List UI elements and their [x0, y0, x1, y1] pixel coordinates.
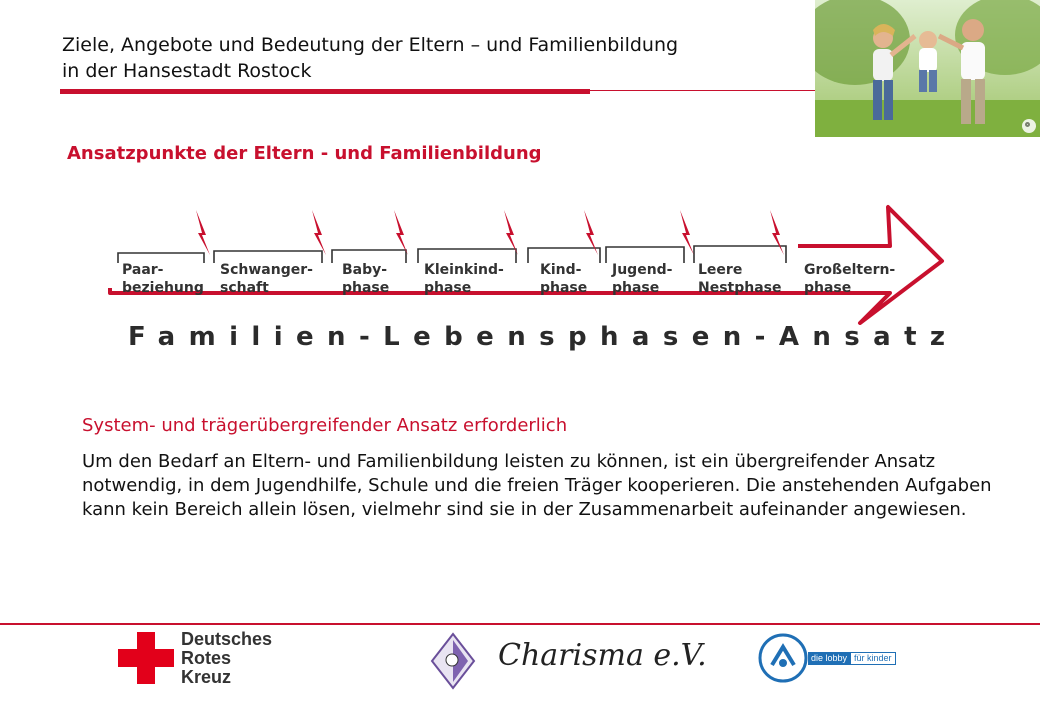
- family-photo: [815, 0, 1040, 137]
- drk-line2: Rotes: [181, 648, 232, 668]
- phase-7-line1: Leere: [698, 262, 743, 278]
- phase-3-line2: phase: [342, 280, 390, 296]
- dksb-emblem-icon: [758, 633, 808, 683]
- phase-7-line2: Nestphase: [698, 280, 782, 296]
- life-phases-diagram: [100, 195, 950, 329]
- arrow-label: Familien-Lebensphasen-Ansatz: [128, 322, 959, 352]
- phase-1-line2: beziehung: [122, 280, 204, 296]
- charisma-logo-text: Charisma e.V.: [498, 638, 707, 673]
- phase-brackets: [118, 246, 786, 263]
- lightning-bolt-icon: [770, 210, 784, 255]
- magnifier-icon[interactable]: [1022, 119, 1036, 133]
- phase-8-line2: phase: [804, 280, 852, 296]
- lightning-bolt-icon: [196, 210, 210, 255]
- red-cross-logo-icon: [118, 632, 174, 684]
- phase-6-line2: phase: [612, 280, 660, 296]
- phase-2-line1: Schwanger-: [220, 262, 313, 278]
- lightning-bolt-icon: [312, 210, 326, 255]
- dksb-badge-part2: für kinder: [850, 652, 896, 665]
- phase-labels: [122, 262, 895, 296]
- dksb-lobby-badge: [808, 652, 896, 665]
- footer-rule: [0, 623, 1040, 625]
- phase-4-line1: Kleinkind-: [424, 262, 504, 278]
- content-body: Um den Bedarf an Eltern- und Familienbildung leisten zu können, ist ein übergreifender Ansatz notwendig, in dem Jugendhilfe, Schule und die freien Träger kooperieren. Die anstehenden Aufgaben kann kein Bereich allein lösen, vielmehr sind sie in der Zusammenarbeit aufeinander angewiesen.: [82, 451, 992, 520]
- phase-2-line2: schaft: [220, 280, 269, 296]
- dksb-badge-part1: die lobby: [808, 652, 850, 665]
- header-rule-thin: [590, 90, 816, 91]
- page-title-line2: in der Hansestadt Rostock: [62, 60, 312, 82]
- phase-5-line2: phase: [540, 280, 588, 296]
- section-title: Ansatzpunkte der Eltern - und Familienbildung: [67, 143, 542, 164]
- phase-4-line2: phase: [424, 280, 472, 296]
- page-title: [62, 32, 678, 84]
- header-rule-thick: [60, 89, 590, 94]
- phase-6-line1: Jugend-: [612, 262, 673, 278]
- lightning-bolt-icon: [680, 210, 694, 255]
- drk-line1: Deutsches: [181, 629, 273, 649]
- drk-logo-text: [181, 630, 272, 687]
- page-title-line1: Ziele, Angebote und Bedeutung der Eltern – und Familienbildung: [62, 34, 679, 56]
- phase-3-line1: Baby-: [342, 262, 388, 278]
- content-heading: System- und trägerübergreifender Ansatz erforderlich: [82, 415, 568, 436]
- phase-1-line1: Paar-: [122, 262, 164, 278]
- lightning-bolt-icon: [394, 210, 408, 255]
- drk-line3: Kreuz: [181, 667, 232, 687]
- phase-8-line1: Großeltern-: [804, 262, 896, 278]
- charisma-emblem-icon: [428, 632, 478, 690]
- phase-5-line1: Kind-: [540, 262, 582, 278]
